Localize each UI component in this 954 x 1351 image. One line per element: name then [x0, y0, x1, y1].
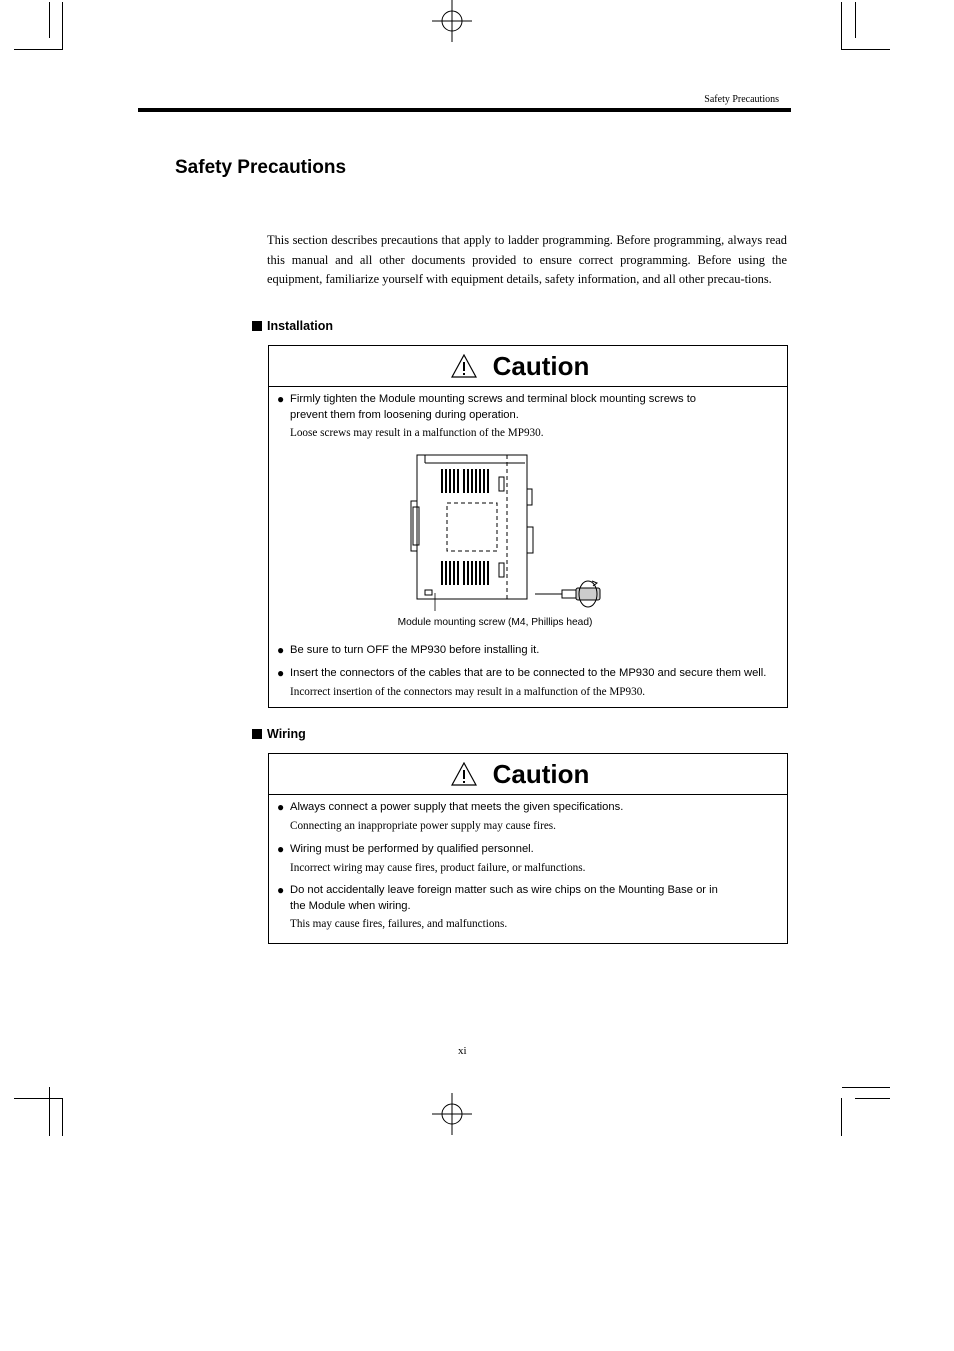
installation-heading-label: Installation — [267, 319, 333, 333]
item-note: Loose screws may result in a malfunction of the MP930. — [290, 427, 544, 439]
registration-mark-bottom — [432, 1093, 472, 1135]
item-text: Do not accidentally leave foreign matter such as wire chips on the Mounting Base or in the Module when wiring. — [290, 884, 718, 912]
warning-icon — [451, 354, 477, 378]
item-text: Insert the connectors of the cables that are to be connected to the MP930 and secure them well. — [290, 667, 767, 679]
list-item — [277, 842, 781, 876]
item-text: Wiring must be performed by qualified personnel. — [290, 843, 534, 855]
running-header: Safety Precautions — [704, 94, 779, 105]
page-title: Safety Precautions — [175, 157, 347, 178]
item-note: Connecting an inappropriate power supply may cause fires. — [290, 819, 556, 832]
item-text: Firmly tighten the Module mounting screws and terminal block mounting screws to prevent them from loosening during operation. — [290, 393, 697, 421]
installation-caution-box — [268, 345, 788, 708]
warning-icon — [451, 762, 477, 786]
list-item — [277, 643, 781, 659]
wiring-caution-box — [268, 753, 788, 944]
wiring-heading-label: Wiring — [267, 727, 306, 741]
installation-heading — [252, 319, 333, 333]
screwdriver-icon — [535, 581, 600, 607]
square-bullet-icon — [252, 729, 262, 739]
page-number: xi — [458, 1045, 467, 1057]
list-item — [277, 800, 781, 834]
bullet-icon: ● — [277, 883, 285, 897]
item-text: Be sure to turn OFF the MP930 before installing it. — [290, 644, 540, 656]
module-mounting-diagram — [407, 451, 619, 611]
square-bullet-icon — [252, 321, 262, 331]
caution-header — [269, 346, 787, 387]
list-item — [277, 392, 781, 441]
list-item — [277, 883, 781, 932]
item-text: Always connect a power supply that meets the given specifications. — [290, 801, 624, 813]
bullet-icon: ● — [277, 392, 285, 406]
bullet-icon: ● — [277, 800, 285, 814]
item-note: Incorrect wiring may cause fires, product failure, or malfunctions. — [290, 861, 586, 874]
list-item — [277, 666, 781, 700]
bullet-icon: ● — [277, 643, 285, 657]
intro-paragraph: This section describes precautions that apply to ladder programming. Before programming, always read this manual and all other documents provided to ensure correct programming. Before using the equipment, familiarize yourself with equipment details, safety information, and all other precau-tions. — [267, 233, 787, 287]
item-note: Incorrect insertion of the connectors may result in a malfunction of the MP930. — [290, 685, 646, 698]
item-note: This may cause fires, failures, and malfunctions. — [290, 918, 508, 930]
caution-header — [269, 754, 787, 795]
wiring-heading — [252, 727, 306, 741]
bullet-icon: ● — [277, 666, 285, 680]
bullet-icon: ● — [277, 842, 285, 856]
caution-title: Caution — [492, 350, 590, 381]
caution-title: Caution — [492, 758, 590, 789]
figure-caption: Module mounting screw (M4, Phillips head) — [397, 617, 593, 628]
registration-mark-top — [432, 0, 472, 42]
header-rule — [138, 108, 791, 112]
